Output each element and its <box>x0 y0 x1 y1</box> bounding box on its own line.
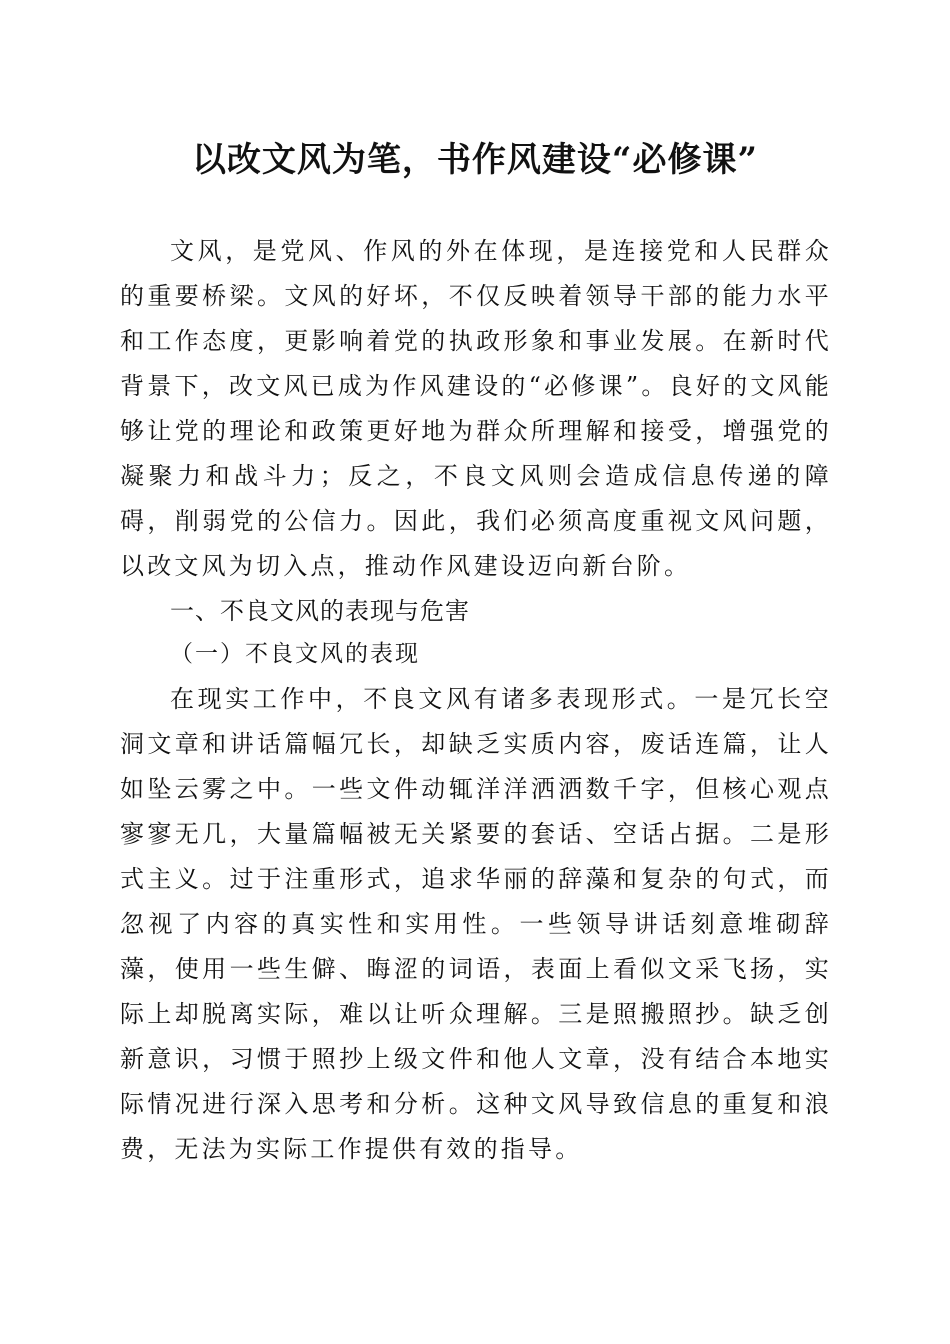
section-heading: 一、不良文风的表现与危害 <box>170 597 470 625</box>
subsection-heading: （一）不良文风的表现 <box>170 641 420 667</box>
section-paragraph: 在现实工作中，不良文风有诸多表现形式。一是冗长空洞文章和讲话篇幅冗长，却缺乏实质内容，废话连篇，让人如坠云雾之中。一些文件动辄洋洋洒洒数千字，但核心观点寥寥无几，大量篇幅被无关紧要的套话、空话占据。二是形式主义。过于注重形式，追求华丽的辞藻和复杂的句式，而忽视了内容的真实性和实用性。一些领导讲话刻意堆砌辞藻，使用一些生僻、晦涩的词语，表面上看似文采飞扬，实际上却脱离实际，难以让听众理解。三是照搬照抄。缺乏创新意识，习惯于照抄上级文件和他人文章，没有结合本地实际情况进行深入思考和分析。这种文风导致信息的重复和浪费，无法为实际工作提供有效的指导。 <box>120 685 832 1163</box>
document-title: 以改文风为笔，书作风建设“必修课” <box>191 140 759 180</box>
intro-paragraph: 文风，是党风、作风的外在体现，是连接党和人民群众的重要桥梁。文风的好坏，不仅反映着领导干部的能力水平和工作态度，更影响着党的执政形象和事业发展。在新时代背景下，改文风已成为作风建设的“必修课”。良好的文风能够让党的理论和政策更好地为群众所理解和接受，增强党的凝聚力和战斗力；反之，不良文风则会造成信息传递的障碍，削弱党的公信力。因此，我们必须高度重视文风问题，以改文风为切入点，推动作风建设迈向新台阶。 <box>120 237 832 580</box>
